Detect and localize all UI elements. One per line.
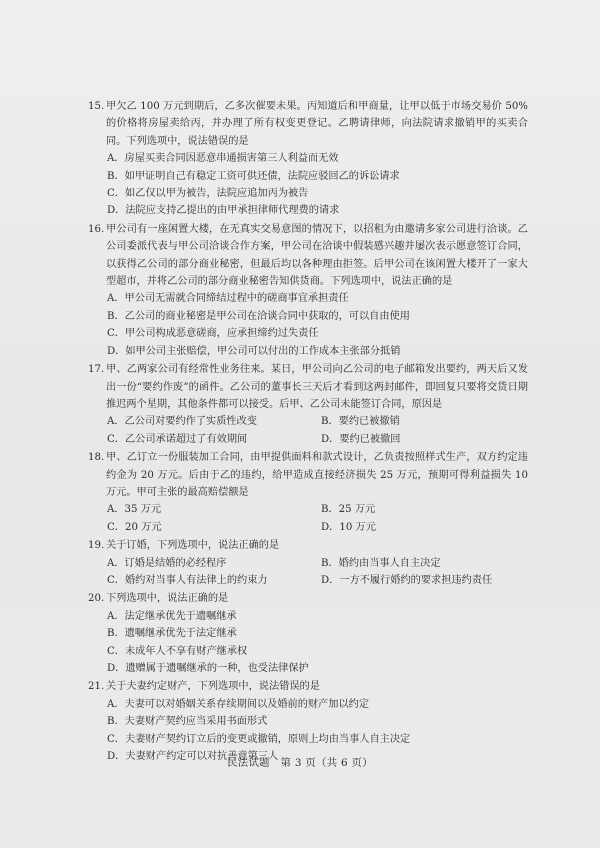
- question-21: [88, 678, 528, 765]
- question-list: [88, 98, 528, 766]
- question-number: 17.: [88, 364, 105, 376]
- option-d: D．遗赠属于遗嘱继承的一种，也受法律保护: [107, 663, 309, 674]
- question-number: 15.: [88, 101, 105, 112]
- question-17: [88, 361, 528, 448]
- question-number: 21.: [88, 681, 105, 693]
- option-grid: [88, 501, 528, 536]
- option-b: B．如甲证明自己有稳定工资可供还债，法院应驳回乙的诉讼请求: [107, 170, 400, 182]
- option-c: C．未成年人不享有财产继承权: [107, 645, 248, 657]
- option-b: B．要约已被撤销: [321, 416, 400, 428]
- option-d: D．10 万元: [321, 521, 376, 533]
- question-16: [88, 221, 528, 360]
- option-b: B．婚约由当事人自主决定: [321, 557, 441, 569]
- question-15: [88, 98, 528, 220]
- question-stem: 关于夫妻约定财产，下列选项中，说法错误的是: [106, 681, 320, 693]
- option-a: A．夫妻可以对婚姻关系存续期间以及婚前的财产加以约定: [107, 698, 370, 710]
- question-number: 20.: [88, 593, 105, 605]
- question-number: 18.: [88, 452, 105, 464]
- option-grid: [88, 555, 528, 590]
- question-stem: 甲、乙两家公司有经常性业务往来。某日，甲公司向乙公司的电子邮箱发出要约，两天后又发出一份“要约作废”的函件。乙公司的董事长三天后才看到这两封邮件，即回复只要将交货日期推迟两个星期，其他条件都可以接受。后甲、乙公司未能签订合同，原因是: [106, 364, 528, 410]
- question-stem: 甲公司有一座闲置大楼，在无真实交易意图的情况下，以招租为由邀请多家公司进行洽谈。乙公司委派代表与甲公司洽谈合作方案，甲公司在洽谈中假装感兴趣并屡次表示愿意签订合同，以获得乙公司的部分商业秘密，但最后均以各种理由拒签。后甲公司在该闲置大楼开了一家大型超市，并将乙公司的部分商业秘密告知供货商。下列选项中，说法正确的是: [106, 223, 528, 288]
- option-a: A．法定继承优先于遗嘱继承: [107, 610, 237, 622]
- option-c: C．夫妻财产契约订立后的变更或撤销，原则上均由当事人自主决定: [107, 733, 411, 745]
- question-20: [88, 590, 528, 677]
- option-d: D．法院应支持乙提出的由甲承担律师代理费的请求: [107, 205, 340, 217]
- question-number: 16.: [88, 223, 105, 235]
- question-stem: 关于订婚，下列选项中，说法正确的是: [106, 540, 280, 552]
- option-c: C．20 万元: [107, 521, 162, 533]
- question-stem: 下列选项中，说法正确的是: [106, 593, 229, 605]
- option-d: D．要约已被撤回: [321, 433, 401, 445]
- option-a: A．甲公司无需就合同缔结过程中的磋商事宜承担责任: [107, 293, 349, 305]
- question-18: [88, 449, 528, 536]
- option-b: B．25 万元: [321, 504, 376, 516]
- option-d: D．如甲公司主张赔偿，甲公司可以付出的工作成本主张部分抵销: [107, 345, 401, 357]
- question-number: 19.: [88, 540, 105, 552]
- option-c: C．乙公司承诺超过了有效期间: [107, 433, 248, 445]
- option-d: D．夫妻财产约定可以对抗善意第三人: [107, 751, 279, 763]
- option-c: C．婚约对当事人有法律上的约束力: [107, 574, 268, 586]
- option-c: C．如乙仅以甲为被告，法院应追加丙为被告: [107, 188, 309, 200]
- option-grid: [88, 413, 528, 448]
- option-d: D．一方不履行婚约的要求担违约责任: [321, 574, 493, 586]
- option-a: A．房屋买卖合同因恶意串通损害第三人利益而无效: [107, 153, 339, 165]
- option-b: B．夫妻财产契约应当采用书面形式: [107, 716, 268, 728]
- option-c: C．甲公司构成恶意磋商，应承担缔约过失责任: [107, 328, 319, 340]
- question-stem: 甲欠乙 100 万元到期后，乙多次催要未果。丙知道后和甲商量，让甲以低于市场交易价 50%的价格将房屋卖给丙，并办理了所有权变更登记。乙聘请律师，向法院请求撤销甲的买卖合同。下列选项中，说法错误的是: [106, 101, 528, 147]
- option-b: B．乙公司的商业秘密是甲公司在洽谈合同中获取的，可以自由使用: [107, 310, 410, 322]
- question-stem: 甲、乙订立一份服装加工合同，由甲提供面料和款式设计，乙负责按照样式生产，双方约定违约金为 20 万元。后由于乙的违约，给甲造成直接经济损失 25 万元，预期可得利益损失 10 万元。甲可主张的最高赔偿额是: [106, 452, 528, 498]
- option-a: A．订婚是结婚的必经程序: [107, 557, 227, 569]
- option-a: A．35 万元: [107, 504, 162, 516]
- page-footer: 民法试题 第 3 页（共 6 页）: [227, 757, 373, 769]
- question-19: [88, 537, 528, 589]
- option-b: B．遗嘱继承优先于法定继承: [107, 628, 237, 640]
- option-a: A．乙公司对要约作了实质性改变: [107, 416, 257, 428]
